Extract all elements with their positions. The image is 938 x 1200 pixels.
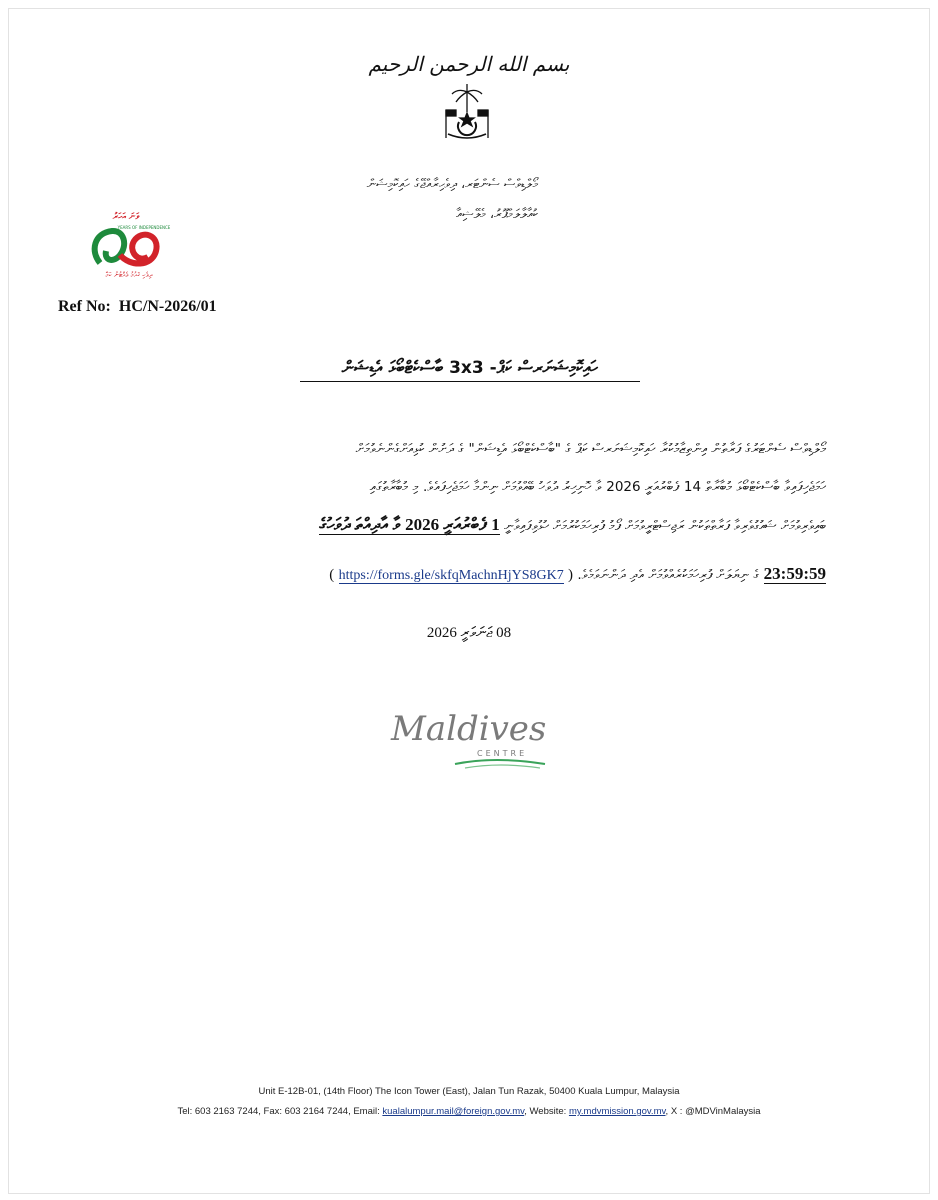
ministry-line-2: ކުއާލާލަމްޕޫރު، މެލޭޝިއާ [456, 207, 538, 222]
body-line-1: މޯލްޑިވްސް ސެންޓަރުގެ ފަރާތުން އިންތިޒާމުކުރާ ހައިކޮމިޝަނަރސް ކަޕް ގެ "ބާސްކެޓްބޯޅަ އެޑިޝަން" ގެ ދަށުން ކުޅިއަށްގެންނެވުމަށް [355, 441, 826, 457]
signature-sub: CENTRE [477, 749, 528, 758]
reference-number [58, 298, 217, 316]
footer-website-label: , Website: [524, 1106, 567, 1117]
bismillah: بسم الله الرحمن الرحيم [368, 52, 570, 76]
footer-tel: Tel: 603 2163 7244, Fax: 603 2164 7244, Email: [177, 1106, 380, 1117]
footer-address: Unit E-12B-01, (14th Floor) The Icon Tower (East), Jalan Tun Razak, 50400 Kuala Lumpur, Malaysia [258, 1086, 680, 1097]
body-line-3-text: ބައިވެރިވުމަށް ޝައުގުވެރިވާ ފަރާތްތަކުން ރަޖިސްޓްރީވުމަށް ފޯމު ފުރިހަމަކުރުމަށް ހުޅުވިފައިވާނީ [504, 518, 826, 534]
body-line-3 [106, 506, 826, 545]
paren-close: ) [329, 567, 335, 583]
ref-value: HC/N-2026/01 [118, 298, 217, 315]
registration-form-link[interactable]: https://forms.gle/skfqMachnHjYS8GK7 [338, 568, 564, 583]
body-text [106, 430, 826, 545]
document-title: ހައިކޮމިޝަނަރސް ކަޕް- 3x3 ބާސްކެޓްބޯޅަ އެޑިޝަން [300, 358, 640, 382]
deadline-line [106, 557, 826, 593]
independence-60-logo [84, 205, 174, 280]
paren-open: ( [568, 567, 574, 583]
letter-date: 08 ޖަނަވަރީ 2026 [426, 625, 512, 641]
ref-label: Ref No: [58, 298, 111, 315]
body-line-2: ހަމަޖެހިފައިވާ ބާސްކެޓްބޯޅަ މުބާރާތް 14 ފެބްރުއަރީ 2026 ވާ ހޮނިހިރު ދުވަހު ބޭއްވުމަށް ނިންމާ ހަމަޖެހިފައެވެ. މި މުބާރާތުގައި [369, 479, 826, 495]
logo60-bottom-text: ދިވެހި ޤައުމު ވެއްޓުނު ކަމާ [105, 271, 153, 279]
deadline-date: 1 ފެބްރުއަރީ 2026 ވާ އާދިއްތަ ދުވަހުގެ [319, 515, 500, 534]
maldives-emblem-icon [438, 82, 496, 144]
logo60-top-text: ވަނަ އަހަރު [112, 212, 140, 222]
footer-email-link[interactable]: kualalumpur.mail@foreign.gov.mv [382, 1106, 525, 1117]
signature-text: Maldives [391, 709, 547, 749]
ministry-line-1: މޯލްޑިވްސް ސެންޓަރ، ދިވެހިރާއްޖޭގެ ހައިކޮމިޝަން [366, 177, 538, 192]
maldives-centre-signature-logo [385, 700, 555, 780]
logo60-mid-text: YEARS OF INDEPENDENCE [117, 225, 171, 230]
body-line-4: ގެ ނިޔަލަށް ފުރިހަމަކުރެއްވުމަށް އެދި ދަންނަވަމެވެ. [577, 567, 760, 583]
footer-website-link[interactable]: my.mdvmission.gov.mv [568, 1106, 666, 1117]
ministry-header [118, 170, 538, 230]
footer-x-handle: , X : @MDVinMalaysia [665, 1106, 761, 1117]
footer-contacts [0, 1106, 938, 1117]
deadline-time: 23:59:59 [763, 564, 826, 583]
